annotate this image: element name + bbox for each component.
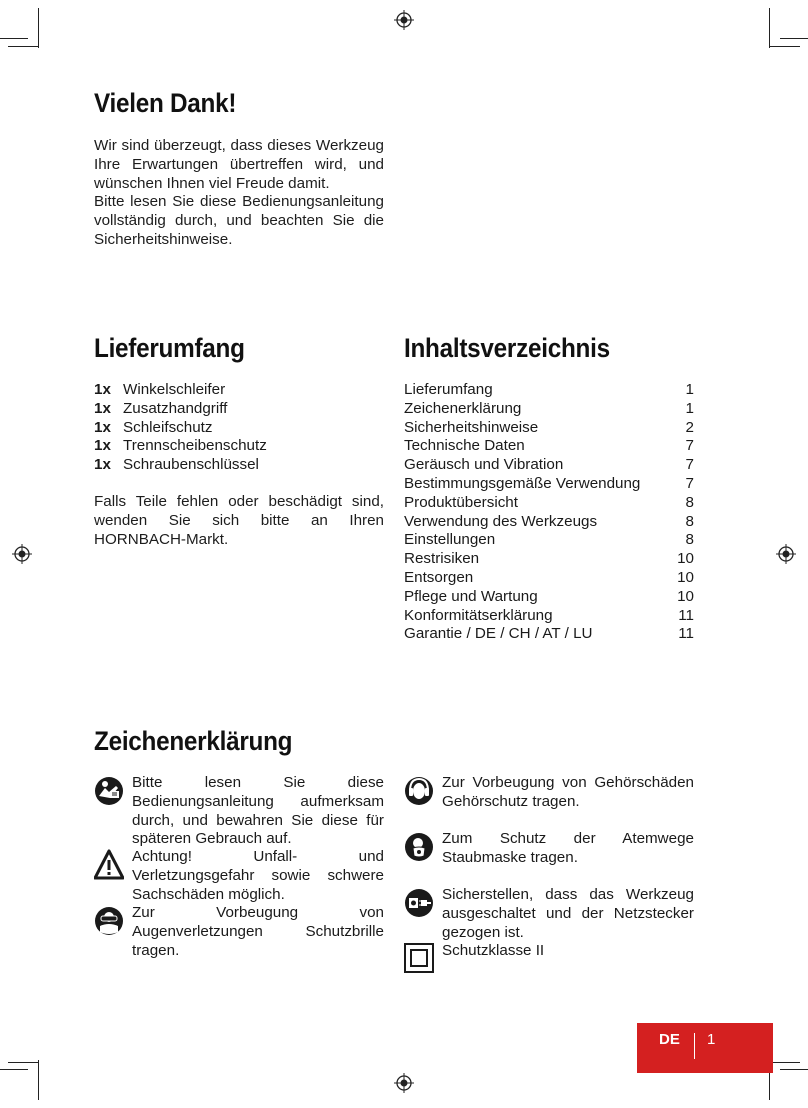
- warning-triangle-icon: [94, 848, 124, 882]
- toc-page: 10: [677, 550, 694, 568]
- safety-goggles-icon: [94, 904, 124, 938]
- dust-mask-icon: [404, 830, 434, 864]
- toc-label: Pflege und Wartung: [404, 587, 538, 605]
- supply-section: [94, 333, 384, 549]
- toc-label: Entsorgen: [404, 568, 474, 586]
- toc-label: Geräusch und Vibration: [404, 456, 564, 474]
- intro-paragraph: Wir sind überzeugt, dass dieses Werkzeug Ihre Erwartungen übertreffen wird, und wünschen Ihnen viel Freude damit.: [94, 137, 384, 192]
- toc-page: 1: [685, 399, 694, 417]
- toc-label: Lieferumfang: [404, 381, 493, 398]
- page-number: 1: [707, 1031, 716, 1048]
- toc-page: 11: [678, 625, 694, 643]
- divider: [694, 1033, 695, 1059]
- toc-entry[interactable]: [404, 513, 694, 532]
- supply-item: [94, 456, 384, 475]
- legend-item: [404, 774, 694, 812]
- supply-item: [94, 381, 384, 400]
- legend-item: [94, 774, 384, 849]
- toc-page: 7: [685, 437, 694, 455]
- language-code: DE: [659, 1031, 680, 1048]
- toc-label: Technische Daten: [404, 437, 525, 455]
- legend-item: [404, 942, 694, 976]
- toc-page: 10: [677, 568, 694, 586]
- supply-qty: 1x: [94, 437, 111, 455]
- toc-entry[interactable]: [404, 437, 694, 456]
- supply-name: Schraubenschlüssel: [123, 456, 259, 474]
- unplug-icon: [404, 886, 434, 920]
- toc-page: 11: [678, 606, 694, 624]
- toc-entry[interactable]: [404, 550, 694, 569]
- supply-title: Lieferumfang: [94, 333, 245, 363]
- supply-name: Schleifschutz: [123, 418, 213, 436]
- toc-entry[interactable]: [404, 494, 694, 513]
- supply-name: Winkelschleifer: [123, 381, 226, 398]
- toc-label: Verwendung des Werkzeugs: [404, 512, 598, 530]
- protection-class-ii-icon: [404, 942, 434, 976]
- legend-title: Zeichenerklärung: [94, 726, 293, 756]
- toc-label: Restrisiken: [404, 550, 480, 568]
- read-manual-icon: [94, 774, 124, 808]
- toc-entry[interactable]: [404, 400, 694, 419]
- toc-title: Inhaltsverzeichnis: [404, 333, 610, 363]
- legend-text: Zur Vorbeugung von Gehörschäden Gehörschutz tragen.: [442, 774, 694, 810]
- toc-label: Bestimmungsgemäße Verwendung: [404, 474, 641, 492]
- toc-page: 10: [677, 587, 694, 605]
- supply-item: [94, 400, 384, 419]
- toc-label: Zeichenerklärung: [404, 399, 522, 417]
- toc-label: Sicherheitshinweise: [404, 418, 539, 436]
- legend-item: [404, 830, 694, 868]
- toc-entry[interactable]: [404, 381, 694, 400]
- supply-qty: 1x: [94, 456, 111, 474]
- supply-item: [94, 437, 384, 456]
- supply-qty: 1x: [94, 418, 111, 436]
- legend-text: Schutzklasse II: [442, 942, 545, 959]
- intro-paragraph: Bitte lesen Sie diese Bedienungsanleitung vollständig durch, und beachten Sie die Sicherheitshinweise.: [94, 193, 384, 248]
- toc-entry[interactable]: [404, 475, 694, 494]
- supply-qty: 1x: [94, 399, 111, 417]
- legend-item: [94, 904, 384, 960]
- toc-label: Einstellungen: [404, 531, 496, 549]
- legend-item: [404, 886, 694, 942]
- toc-entry[interactable]: [404, 607, 694, 626]
- registration-mark-icon: [12, 544, 32, 564]
- toc-entry[interactable]: [404, 419, 694, 438]
- ear-protection-icon: [404, 774, 434, 808]
- toc-entry[interactable]: [404, 531, 694, 550]
- toc-page: 1: [685, 381, 694, 398]
- toc-page: 2: [685, 418, 694, 436]
- registration-mark-icon: [394, 10, 414, 30]
- page-tab: [637, 1023, 773, 1073]
- toc-entry[interactable]: [404, 588, 694, 607]
- legend-text: Achtung! Unfall- und Verletzungsgefahr sowie schwere Sachschäden möglich.: [132, 848, 384, 903]
- toc-page: 8: [685, 493, 694, 511]
- intro-title: Vielen Dank!: [94, 88, 237, 118]
- toc-entry[interactable]: [404, 569, 694, 588]
- supply-qty: 1x: [94, 381, 111, 398]
- registration-mark-icon: [776, 544, 796, 564]
- supply-name: Trennscheibenschutz: [123, 437, 267, 455]
- toc-page: 7: [685, 474, 694, 492]
- toc-label: Garantie / DE / CH / AT / LU: [404, 625, 593, 643]
- legend-text: Sicherstellen, dass das Werkzeug ausgeschaltet und der Netzstecker gezogen ist.: [442, 886, 694, 941]
- toc-page: 8: [685, 512, 694, 530]
- toc-label: Konformitätserklärung: [404, 606, 553, 624]
- supply-note: Falls Teile fehlen oder beschädigt sind, wenden Sie sich bitte an Ihren HORNBACH-Markt.: [94, 492, 384, 548]
- legend-text: Zur Vorbeugung von Augenverletzungen Schutzbrille tragen.: [132, 904, 384, 959]
- toc-entry[interactable]: [404, 456, 694, 475]
- registration-mark-icon: [394, 1073, 414, 1093]
- legend-item: [94, 848, 384, 904]
- toc-section: [404, 333, 694, 644]
- toc-page: 8: [685, 531, 694, 549]
- intro-section: [94, 88, 384, 250]
- legend-text: Zum Schutz der Atemwege Staubmaske tragen.: [442, 830, 694, 866]
- toc-label: Produktübersicht: [404, 493, 518, 511]
- supply-name: Zusatzhandgriff: [123, 399, 228, 417]
- legend-text: Bitte lesen Sie diese Bedienungsanleitung aufmerksam durch, und bewahren Sie diese für späteren Gebrauch auf.: [132, 774, 384, 848]
- supply-item: [94, 419, 384, 438]
- toc-entry[interactable]: [404, 625, 694, 644]
- toc-page: 7: [685, 456, 694, 474]
